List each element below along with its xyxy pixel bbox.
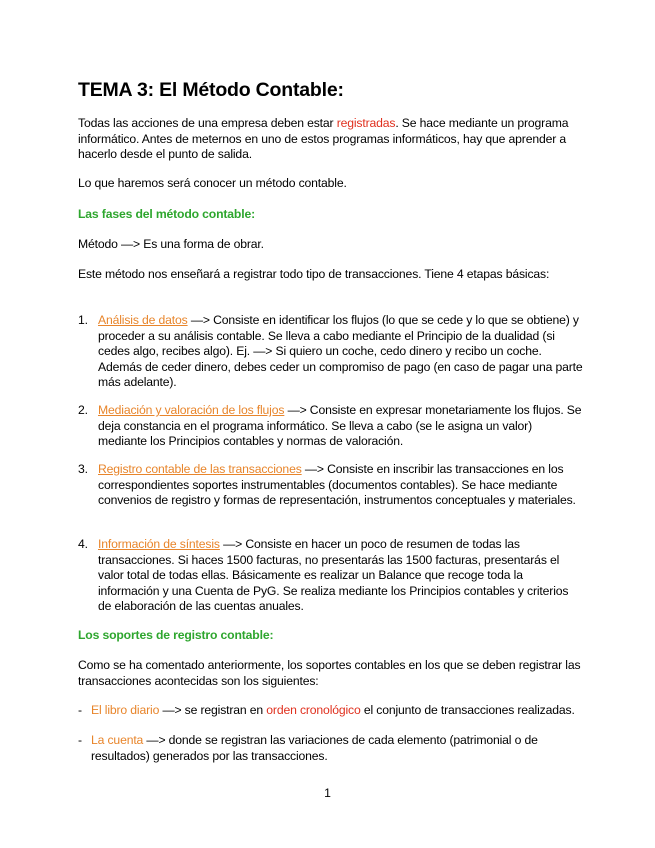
stages-intro: Este método nos enseñará a registrar todo tipo de transacciones. Tiene 4 etapas básicas: [78, 267, 550, 281]
method-definition: Método —> Es una forma de obrar. [78, 237, 264, 251]
phase-item [78, 403, 583, 450]
phase-number: 2. [78, 403, 88, 417]
phase-text: —> Consiste en inscribir las transacciones en los correspondientes soportes instrumentables (documentos contables). Se hace mediante convenios de registro y formas de representación, instrumentos conceptuales y materiales. [98, 462, 576, 507]
phase-text: —> Consiste en identificar los flujos (lo que se cede y lo que se obtiene) y proceder a su análisis contable. Se lleva a cabo mediante el Principio de la dualidad (si cedes algo, recibes algo). Ej. —> Si quiero un coche, cedo dinero y recibo un coche. Además de ceder dinero, debes ceder un compromiso de pago (en caso de pagar una parte más adelante). [98, 313, 583, 389]
intro-highlight: registradas [336, 116, 396, 130]
phase-term: Análisis de datos [98, 313, 188, 327]
section-heading-supports: Los soportes de registro contable: [78, 628, 274, 642]
support-text-after: el conjunto de transacciones realizadas. [360, 703, 575, 717]
intro-paragraph [78, 116, 583, 163]
support-text: —> se registran en [159, 703, 267, 717]
phase-number: 4. [78, 537, 88, 551]
phase-term: Registro contable de las transacciones [98, 462, 302, 476]
phase-term: Mediación y valoración de los flujos [98, 403, 285, 417]
bullet-dash: - [78, 733, 82, 747]
bullet-dash: - [78, 703, 82, 717]
phase-text: —> Consiste en expresar monetariamente los flujos. Se deja constancia en el programa informático. Se lleva a cabo (se le asigna un valor) mediante los Principios contables y normas de valoración. [98, 403, 582, 448]
phase-text: —> Consiste en hacer un poco de resumen de todas las transacciones. Si haces 1500 facturas, no presentarás las 1500 facturas, presentarás el valor total de todas ellas. Básicamente es realizar un Balance que recoge toda la información y una Cuenta de PyG. Se realiza mediante los Principios contables y criterios de elaboración de las cuentas anuales. [98, 537, 569, 613]
phase-number: 3. [78, 462, 88, 476]
phase-item [78, 462, 583, 509]
support-highlight: orden cronológico [266, 703, 361, 717]
intro-text-after: . Se hace mediante un programa informático. Antes de meternos en uno de estos programas informáticos, hay que aprender a hacerlo desde el punto de salida. [78, 116, 569, 161]
section-heading-phases: Las fases del método contable: [78, 207, 256, 221]
phase-number: 1. [78, 313, 88, 327]
support-term: El libro diario [91, 703, 160, 717]
support-term: La cuenta [91, 733, 144, 747]
phase-item [78, 313, 583, 391]
support-text: —> donde se registran las variaciones de cada elemento (patrimonial o de resultados) generados por las transacciones. [91, 733, 538, 763]
page-title: TEMA 3: El Método Contable: [78, 79, 344, 101]
support-item [78, 733, 583, 764]
phase-item [78, 537, 583, 615]
phase-term: Información de síntesis [98, 537, 220, 551]
page-number: 1 [324, 786, 331, 800]
support-item [78, 703, 583, 719]
supports-intro: Como se ha comentado anteriormente, los soportes contables en los que se deben registrar las transacciones acontecidas son los siguientes: [78, 658, 581, 688]
intro-text-before: Todas las acciones de una empresa deben estar [78, 116, 337, 130]
goal-paragraph: Lo que haremos será conocer un método contable. [78, 176, 347, 190]
